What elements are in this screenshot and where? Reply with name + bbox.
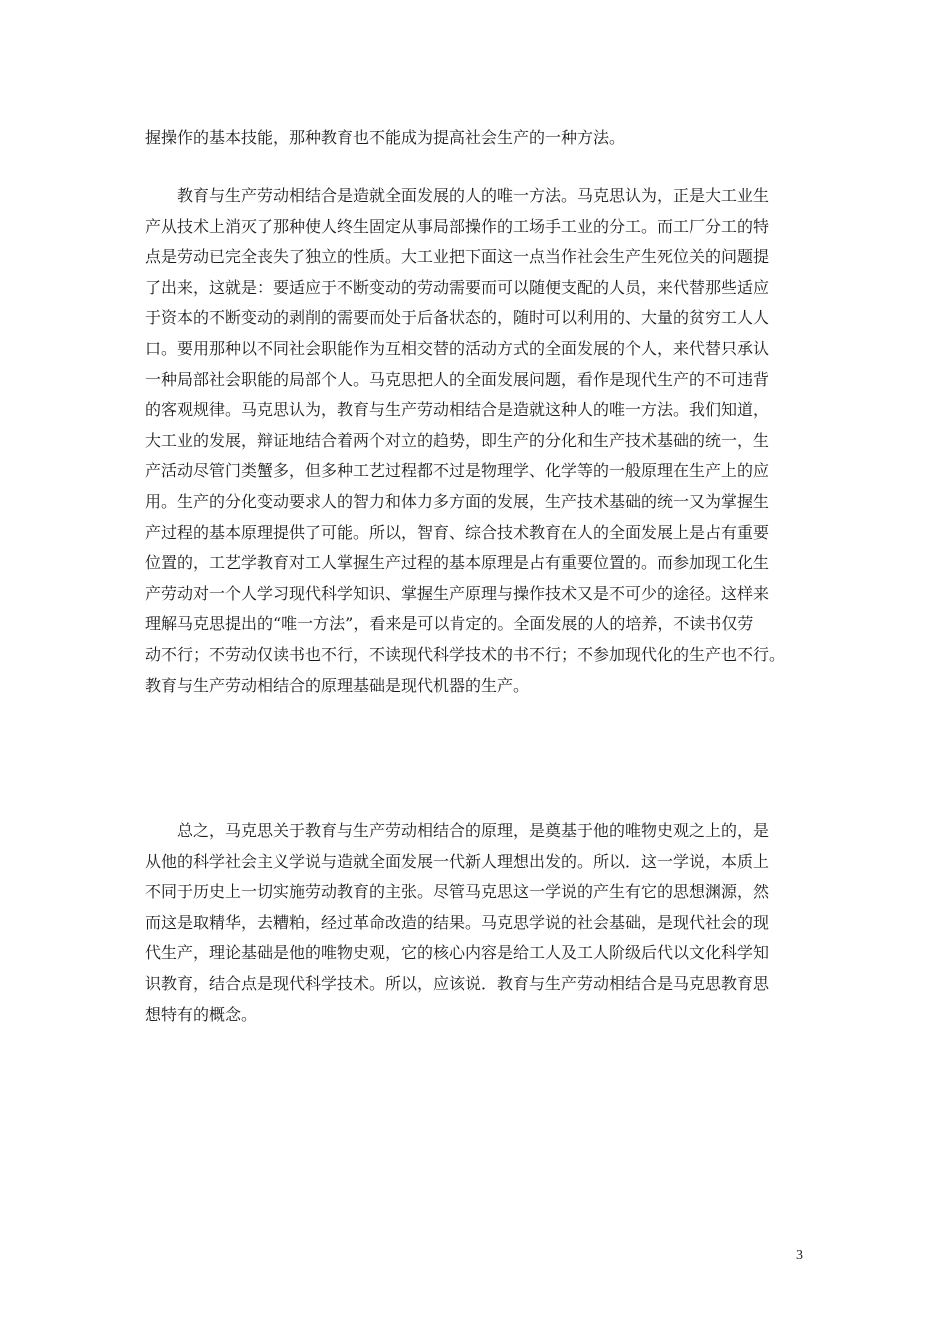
text-line: 从他的科学社会主义学说与造就全面发展一代新人理想出发的。所以．这一学说，本质上	[145, 851, 770, 871]
text-line: 产从技术上消灭了那种使人终生固定从事局部操作的工场手工业的分工。而工厂分工的特	[145, 216, 770, 236]
text-line: 一种局部社会职能的局部个人。马克思把人的全面发展问题，看作是现代生产的不可违背	[145, 369, 770, 389]
text-line: 产过程的基本原理提供了可能。所以，智育、综合技术教育在人的全面发展上是占有重要	[145, 522, 770, 542]
text-line: 口。要用那种以不同社会职能作为互相交替的活动方式的全面发展的个人，来代替只承认	[145, 338, 770, 358]
text-line: 教育与生产劳动相结合是造就全面发展的人的唯一方法。马克思认为，正是大工业生	[145, 186, 770, 205]
text-line: 而这是取精华，去糟粕，经过革命改造的结果。马克思学说的社会基础，是现代社会的现	[145, 912, 770, 932]
text-line: 的客观规律。马克思认为，教育与生产劳动相结合是造就这种人的唯一方法。我们知道，	[145, 400, 770, 420]
text-line: 产劳动对一个人学习现代科学知识、掌握生产原理与操作技术又是不可少的途径。这样来	[145, 583, 770, 603]
text-line: 代生产，理论基础是他的唯物史观，它的核心内容是给工人及工人阶级后代以文化科学知	[145, 943, 770, 963]
text-line: 点是劳动已完全丧失了独立的性质。大工业把下面这一点当作社会生产生死位关的问题提	[145, 247, 770, 267]
text-line: 教育与生产劳动相结合的原理基础是现代机器的生产。	[145, 675, 530, 695]
text-line: 识教育，结合点是现代科学技术。所以，应该说．教育与生产劳动相结合是马克思教育思	[145, 973, 770, 993]
text-line: 握操作的基本技能，那种教育也不能成为提高社会生产的一种方法。	[145, 128, 626, 147]
text-line: 用。生产的分化变动要求人的智力和体力多方面的发展，生产技术基础的统一又为掌握生	[145, 491, 770, 511]
text-line: 不同于历史上一切实施劳动教育的主张。尽管马克思这一学说的产生有它的思想渊源，然	[145, 882, 770, 902]
text-line: 位置的，工艺学教育对工人掌握生产过程的基本原理是占有重要位置的。而参加现工化生	[145, 553, 770, 573]
paragraph-education-labor	[145, 181, 810, 701]
text-line: 想特有的概念。	[145, 1004, 258, 1024]
text-line: 理解马克思提出的“唯一方法”，看来是可以肯定的。全面发展的人的培养，不读书仅劳	[145, 614, 754, 634]
text-line: 了出来，这就是：要适应于不断变动的劳动需要而可以随便支配的人员，来代替那些适应	[145, 277, 770, 297]
paragraph-conclusion	[145, 816, 810, 1030]
text-line: 大工业的发展，辩证地结合着两个对立的趋势，即生产的分化和生产技术基础的统一，生	[145, 430, 770, 450]
text-line: 于资本的不断变动的剥削的需要而处于后备状态的，随时可以利用的、大量的贫穷工人人	[145, 308, 770, 328]
text-line: 总之，马克思关于教育与生产劳动相结合的原理，是奠基于他的唯物史观之上的，是	[145, 821, 770, 840]
page-number: 3	[796, 1248, 803, 1263]
text-line: 产活动尽管门类蟹多，但多种工艺过程都不过是物理学、化学等的一般原理在生产上的应	[145, 461, 770, 481]
text-line: 动不行；不劳动仅读书也不行，不读现代科学技术的书不行；不参加现代化的生产也不行。	[145, 644, 786, 664]
paragraph-continuation	[145, 123, 810, 154]
